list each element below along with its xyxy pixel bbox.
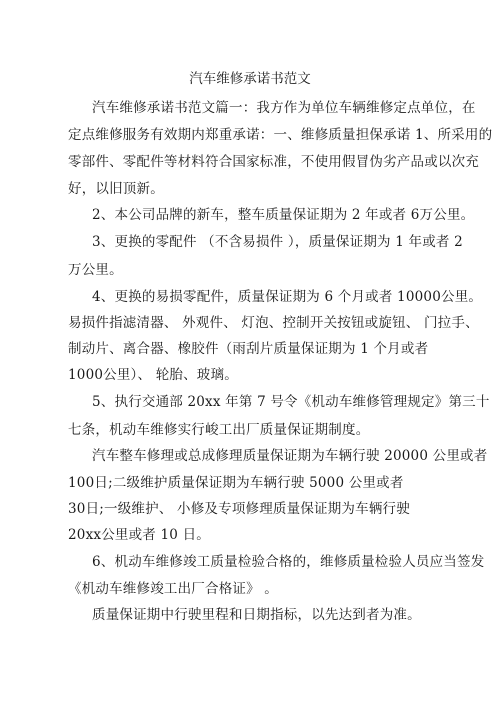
paragraph-line: 汽车整车修理或总成修理质量保证期为车辆行驶 20000 公里或者	[92, 448, 488, 464]
paragraph-line: 《机动车维修竣工出厂合格证》 。	[68, 581, 278, 597]
paragraph-line: 1000公里）、 轮胎、玻璃。	[68, 367, 238, 383]
paragraph-line: 2、本公司品牌的新车，整车质量保证期为 2 年或者 6万公里。	[92, 207, 475, 223]
paragraph-line: 6、机动车维修竣工质量检验合格的，维修质量检验人员应当签发	[92, 554, 485, 570]
paragraph-line: 3、更换的零配件 （不含易损件 ），质量保证期为 1 年或者 2	[92, 234, 463, 250]
paragraph-line: 30日;一级维护、 小修及专项修理质量保证期为车辆行驶	[68, 501, 410, 517]
document-title: 汽车维修承诺书范文	[189, 71, 311, 87]
paragraph-line: 零部件、零配件等材料符合国家标准，不使用假冒伪劣产品或以次充	[68, 154, 479, 170]
paragraph-line: 万公里。	[68, 262, 123, 278]
paragraph-line: 汽车维修承诺书范文篇一：我方作为单位车辆维修定点单位，在	[92, 100, 476, 116]
paragraph-line: 七条，机动车维修实行峻工出厂质量保证期制度。	[68, 422, 370, 438]
paragraph-line: 4、更换的易损零配件，质量保证期为 6 个月或者 10000公里。	[92, 289, 483, 305]
paragraph-line: 5、执行交通部 20xx 年第 7 号令《机动车维修管理规定》第三十	[92, 394, 490, 410]
paragraph-line: 制动片、离合器、橡胶件（雨刮片质量保证期为 1 个月或者	[68, 341, 429, 357]
paragraph-line: 好，以旧顶新。	[68, 181, 164, 197]
paragraph-line: 定点维修服务有效期内郑重承诺：一、维修质量担保承诺 1、所采用的	[68, 127, 493, 143]
paragraph-line: 20xx公里或者 10 日。	[68, 527, 210, 543]
paragraph-line: 100日;二级维护质量保证期为车辆行驶 5000 公里或者	[68, 475, 404, 491]
paragraph-line: 易损件指滤清器、 外观件、 灯泡、控制开关按钮或旋钮、 门拉手、	[68, 315, 479, 331]
paragraph-line: 质量保证期中行驶里程和日期指标，以先达到者为准。	[92, 607, 421, 623]
